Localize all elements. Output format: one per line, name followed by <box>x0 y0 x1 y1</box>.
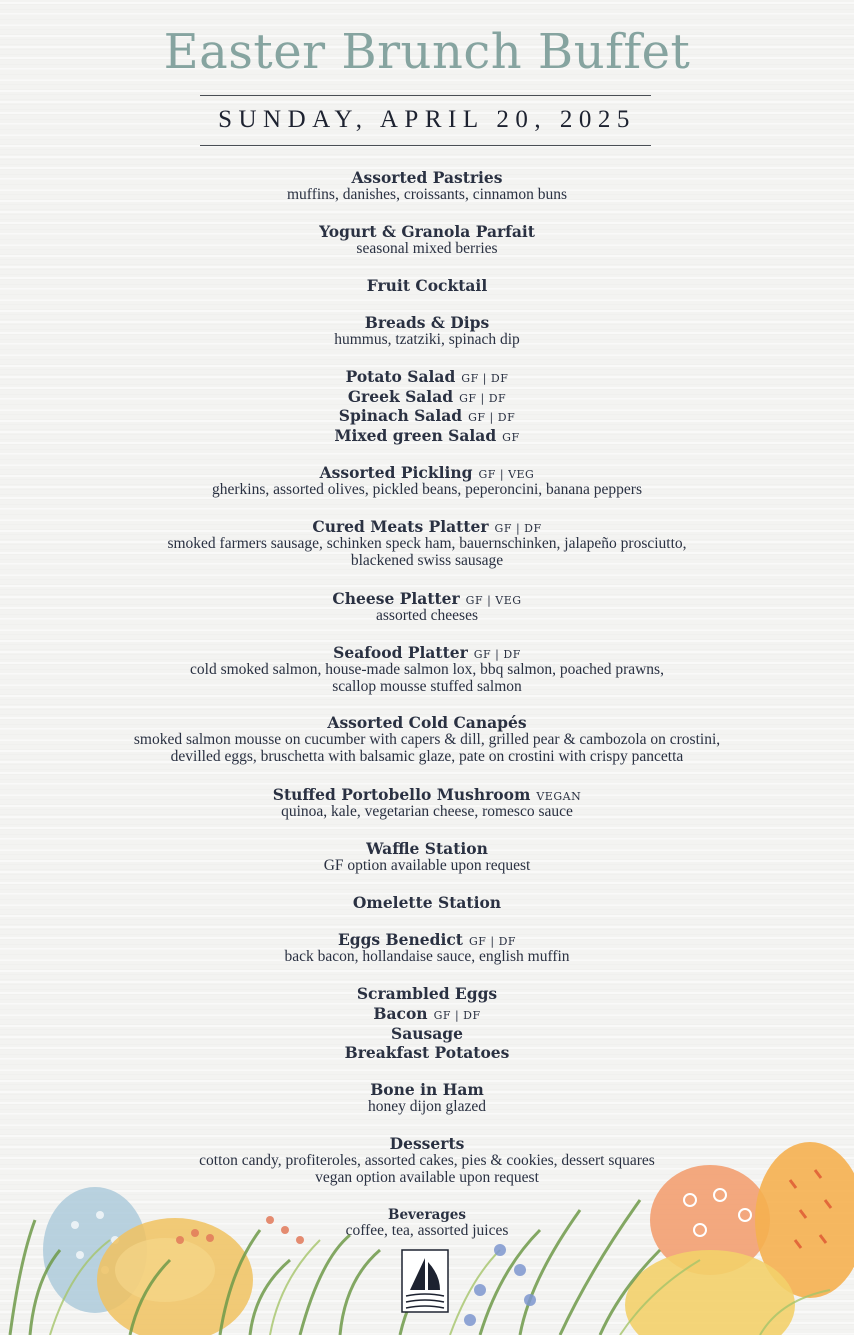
menu-item-description: smoked salmon mousse on cucumber with capers & dill, grilled pear & cambozola on crostini, <box>133 731 721 748</box>
menu-item-seafood-platter <box>0 643 854 662</box>
dietary-tag: GF | DF <box>433 1009 481 1022</box>
menu-item-description: coffee, tea, assorted juices <box>345 1222 509 1239</box>
menu-item-name: Yogurt & Granola Parfait <box>319 222 535 241</box>
menu-item-assorted-cold-canap-s <box>0 713 854 732</box>
menu-item-name: Eggs Benedict <box>337 930 463 949</box>
menu-item-bone-in-ham <box>0 1080 854 1099</box>
menu-item-name: Breads & Dips <box>364 313 490 332</box>
easter-eggs-grass-illustration <box>0 1140 854 1335</box>
menu-item-waffle-station <box>0 839 854 858</box>
menu-item-spinach-salad <box>0 406 854 425</box>
dietary-tag: GF | DF <box>468 935 517 948</box>
menu-item-omelette-station <box>0 893 854 912</box>
menu-item-mixed-green-salad <box>0 426 854 445</box>
menu-item-sausage <box>0 1024 854 1043</box>
dietary-tag: VEGAN <box>536 790 582 803</box>
menu-item-name: Spinach Salad <box>338 406 463 425</box>
menu-item-greek-salad <box>0 387 854 406</box>
menu-item-bacon <box>0 1004 854 1023</box>
menu-item-assorted-pickling <box>0 463 854 482</box>
menu-item-stuffed-portobello-mushroom <box>0 785 854 804</box>
menu-item-yogurt-and-granola-parfait <box>0 222 854 241</box>
menu-item-cheese-platter <box>0 589 854 608</box>
dietary-tag: GF | DF <box>459 392 507 405</box>
menu-item-name: Desserts <box>389 1134 465 1153</box>
menu-item-description: vegan option available upon request <box>315 1169 539 1186</box>
menu-item-description: gherkins, assorted olives, pickled beans, peperoncini, banana peppers <box>212 481 642 498</box>
event-date: SUNDAY, APRIL 20, 2025 <box>218 106 636 133</box>
menu-item-name: Sausage <box>391 1024 463 1043</box>
menu-item-description: muffins, danishes, croissants, cinnamon buns <box>287 186 567 203</box>
menu-item-name: Mixed green Salad <box>334 426 497 445</box>
menu-item-description: scallop mousse stuffed salmon <box>332 678 522 695</box>
menu-item-name: Assorted Pastries <box>351 168 503 187</box>
menu-item-name: Greek Salad <box>347 387 454 406</box>
menu-item-name: Assorted Pickling <box>319 463 473 482</box>
menu-item-breads-and-dips <box>0 313 854 332</box>
menu-item-fruit-cocktail <box>0 276 854 295</box>
menu-item-description: hummus, tzatziki, spinach dip <box>334 331 520 348</box>
menu-item-name: Omelette Station <box>352 893 502 912</box>
menu-item-description: cold smoked salmon, house-made salmon lox, bbq salmon, poached prawns, <box>190 661 664 678</box>
divider-top <box>200 95 651 96</box>
menu-item-name: Cheese Platter <box>332 589 460 608</box>
menu-item-description: honey dijon glazed <box>368 1098 486 1115</box>
menu-title: Easter Brunch Buffet <box>163 24 691 80</box>
menu-item-description: assorted cheeses <box>376 607 478 624</box>
dietary-tag: GF <box>502 431 520 444</box>
menu-item-description: GF option available upon request <box>323 857 531 874</box>
menu-item-description: blackened swiss sausage <box>350 552 504 569</box>
menu-item-breakfast-potatoes <box>0 1043 854 1062</box>
dietary-tag: GF | VEG <box>465 594 522 607</box>
menu-item-name: Breakfast Potatoes <box>344 1043 510 1062</box>
menu-item-name: Stuffed Portobello Mushroom <box>272 785 531 804</box>
dietary-tag: GF | DF <box>473 648 521 661</box>
menu-item-name: Bone in Ham <box>370 1080 484 1099</box>
menu-item-name: Scrambled Eggs <box>356 984 498 1003</box>
divider-bottom <box>200 145 651 146</box>
menu-item-cured-meats-platter <box>0 517 854 536</box>
menu-item-name: Fruit Cocktail <box>366 276 488 295</box>
dietary-tag: GF | DF <box>494 522 542 535</box>
menu-item-name: Bacon <box>373 1004 428 1023</box>
dietary-tag: GF | VEG <box>478 468 535 481</box>
menu-item-description: back bacon, hollandaise sauce, english muffin <box>284 948 570 965</box>
menu-item-description: quinoa, kale, vegetarian cheese, romesco sauce <box>281 803 573 820</box>
sailboat-logo-icon <box>402 1250 448 1312</box>
menu-item-name: Potato Salad <box>345 367 456 386</box>
menu-item-name: Waffle Station <box>366 839 488 858</box>
dietary-tag: GF | DF <box>461 372 509 385</box>
menu-item-name: Cured Meats Platter <box>312 517 489 536</box>
menu-item-description: smoked farmers sausage, schinken speck ham, bauernschinken, jalapeño prosciutto, <box>167 535 687 552</box>
dietary-tag: GF | DF <box>468 411 516 424</box>
menu-item-assorted-pastries <box>0 168 854 187</box>
menu-item-name: Assorted Cold Canapés <box>327 713 527 732</box>
menu-item-description: seasonal mixed berries <box>356 240 498 257</box>
menu-item-description: cotton candy, profiteroles, assorted cakes, pies & cookies, dessert squares <box>199 1152 655 1169</box>
menu-item-description: devilled eggs, bruschetta with balsamic glaze, pate on crostini with crispy pancetta <box>170 748 684 765</box>
menu-item-eggs-benedict <box>0 930 854 949</box>
menu-item-name: Seafood Platter <box>333 643 468 662</box>
menu-item-scrambled-eggs <box>0 984 854 1003</box>
menu-item-name: Beverages <box>388 1207 466 1223</box>
menu-item-potato-salad <box>0 367 854 386</box>
